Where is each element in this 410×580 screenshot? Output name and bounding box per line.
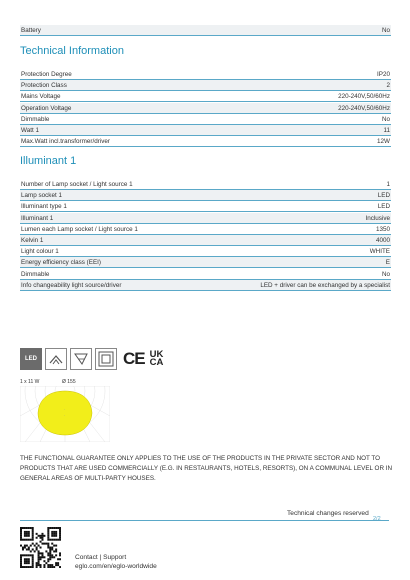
row-label: Protection Class [21, 82, 67, 90]
table-row [20, 179, 391, 190]
functional-guarantee-disclaimer: THE FUNCTIONAL GUARANTEE ONLY APPLIES TO THE USE OF THE PRODUCTS IN THE PRIVATE SECTOR AND NOT TO PRODUCTS THAT ARE USED COMMERCIALLY (E.G. IN RESTAURANTS, HOTELS, RESORTS), ON A COMMUNAL LEVEL OR IN GENERAL AREAS OF MULTI-PARTY HOUSES. [20, 455, 393, 482]
polar-distribution-diagram [20, 386, 110, 442]
table-row [20, 224, 391, 235]
row-value: Inclusive [365, 214, 390, 222]
page-number: 2/2 [373, 516, 381, 522]
qr-code-icon[interactable] [20, 527, 61, 568]
row-label: Number of Lamp socket / Light source 1 [21, 181, 133, 188]
table-row [20, 125, 391, 136]
row-value: No [381, 115, 390, 123]
certification-icons [20, 348, 163, 370]
row-value: E [385, 259, 390, 267]
table-row [20, 91, 391, 102]
row-label: Light colour 1 [21, 248, 59, 256]
row-value: No [381, 27, 390, 34]
row-value: 1 [386, 181, 390, 188]
row-value: LED [377, 203, 390, 211]
svg-text:•: • [64, 415, 65, 417]
row-label: Dimmable [21, 270, 50, 278]
row-label: Watt 1 [21, 127, 39, 134]
table-row [20, 213, 391, 224]
light-intensity-curve [38, 391, 92, 435]
row-value: 11 [383, 127, 390, 134]
table-row [20, 235, 391, 246]
mounting-surface-icon [70, 348, 92, 370]
protection-class-icon [95, 348, 117, 370]
table-row [20, 190, 391, 201]
table-row [20, 269, 391, 280]
row-value: IP20 [377, 71, 390, 78]
row-label: Illuminant type 1 [21, 203, 67, 211]
row-label: Battery [21, 27, 41, 34]
light-distribution-icon [45, 348, 67, 370]
contact-block [75, 553, 157, 571]
ce-mark-icon: CE [123, 349, 145, 368]
footer-divider [20, 520, 389, 521]
table-row [20, 103, 391, 114]
row-label: Protection Degree [21, 71, 72, 78]
power-label: 1 x 11 W [20, 379, 40, 385]
website-link[interactable]: eglo.com/en/eglo-worldwide [75, 563, 157, 570]
svg-text:•: • [64, 409, 65, 411]
table-row [20, 246, 391, 257]
row-value: 1350 [375, 225, 390, 233]
row-label: Operation Voltage [21, 104, 72, 112]
battery-row [20, 25, 391, 36]
technical-changes-note: Technical changes reserved [287, 510, 369, 517]
row-value: No [381, 270, 390, 278]
row-label: Illuminant 1 [21, 214, 54, 222]
row-value: 220-240V,50/60Hz [338, 104, 390, 112]
technical-information-heading: Technical Information [20, 45, 124, 57]
diameter-label: Ø 155 [62, 379, 76, 385]
illuminant-heading: Illuminant 1 [20, 155, 77, 167]
table-row [20, 136, 391, 147]
ukca-mark-icon: UK CA [149, 348, 164, 368]
row-value: 12W [377, 138, 390, 146]
row-value: LED [377, 192, 390, 200]
table-row [20, 80, 391, 91]
table-row [20, 69, 391, 80]
row-value: 4000 [375, 237, 390, 244]
row-label: Max.Watt incl.transformer/driver [21, 138, 110, 146]
row-value: LED + driver can be exchanged by a specialist [260, 281, 390, 289]
row-value: WHITE [369, 248, 390, 256]
row-label: Lamp socket 1 [21, 192, 62, 200]
row-label: Mains Voltage [21, 93, 61, 101]
row-label: Info changeability light source/driver [21, 281, 122, 289]
table-row [20, 114, 391, 125]
row-label: Lumen each Lamp socket / Light source 1 [21, 225, 138, 233]
row-value: 220-240V,50/60Hz [338, 93, 390, 101]
row-label: Kelvin 1 [21, 237, 44, 244]
led-icon: LED [20, 348, 42, 370]
table-row [20, 257, 391, 268]
row-label: Dimmable [21, 115, 50, 123]
contact-support-link[interactable]: Contact | Support [75, 554, 127, 561]
table-row [20, 280, 391, 291]
row-label: Energy efficiency class (EEI) [21, 259, 102, 267]
row-value: 2 [386, 82, 390, 90]
table-row [20, 201, 391, 212]
